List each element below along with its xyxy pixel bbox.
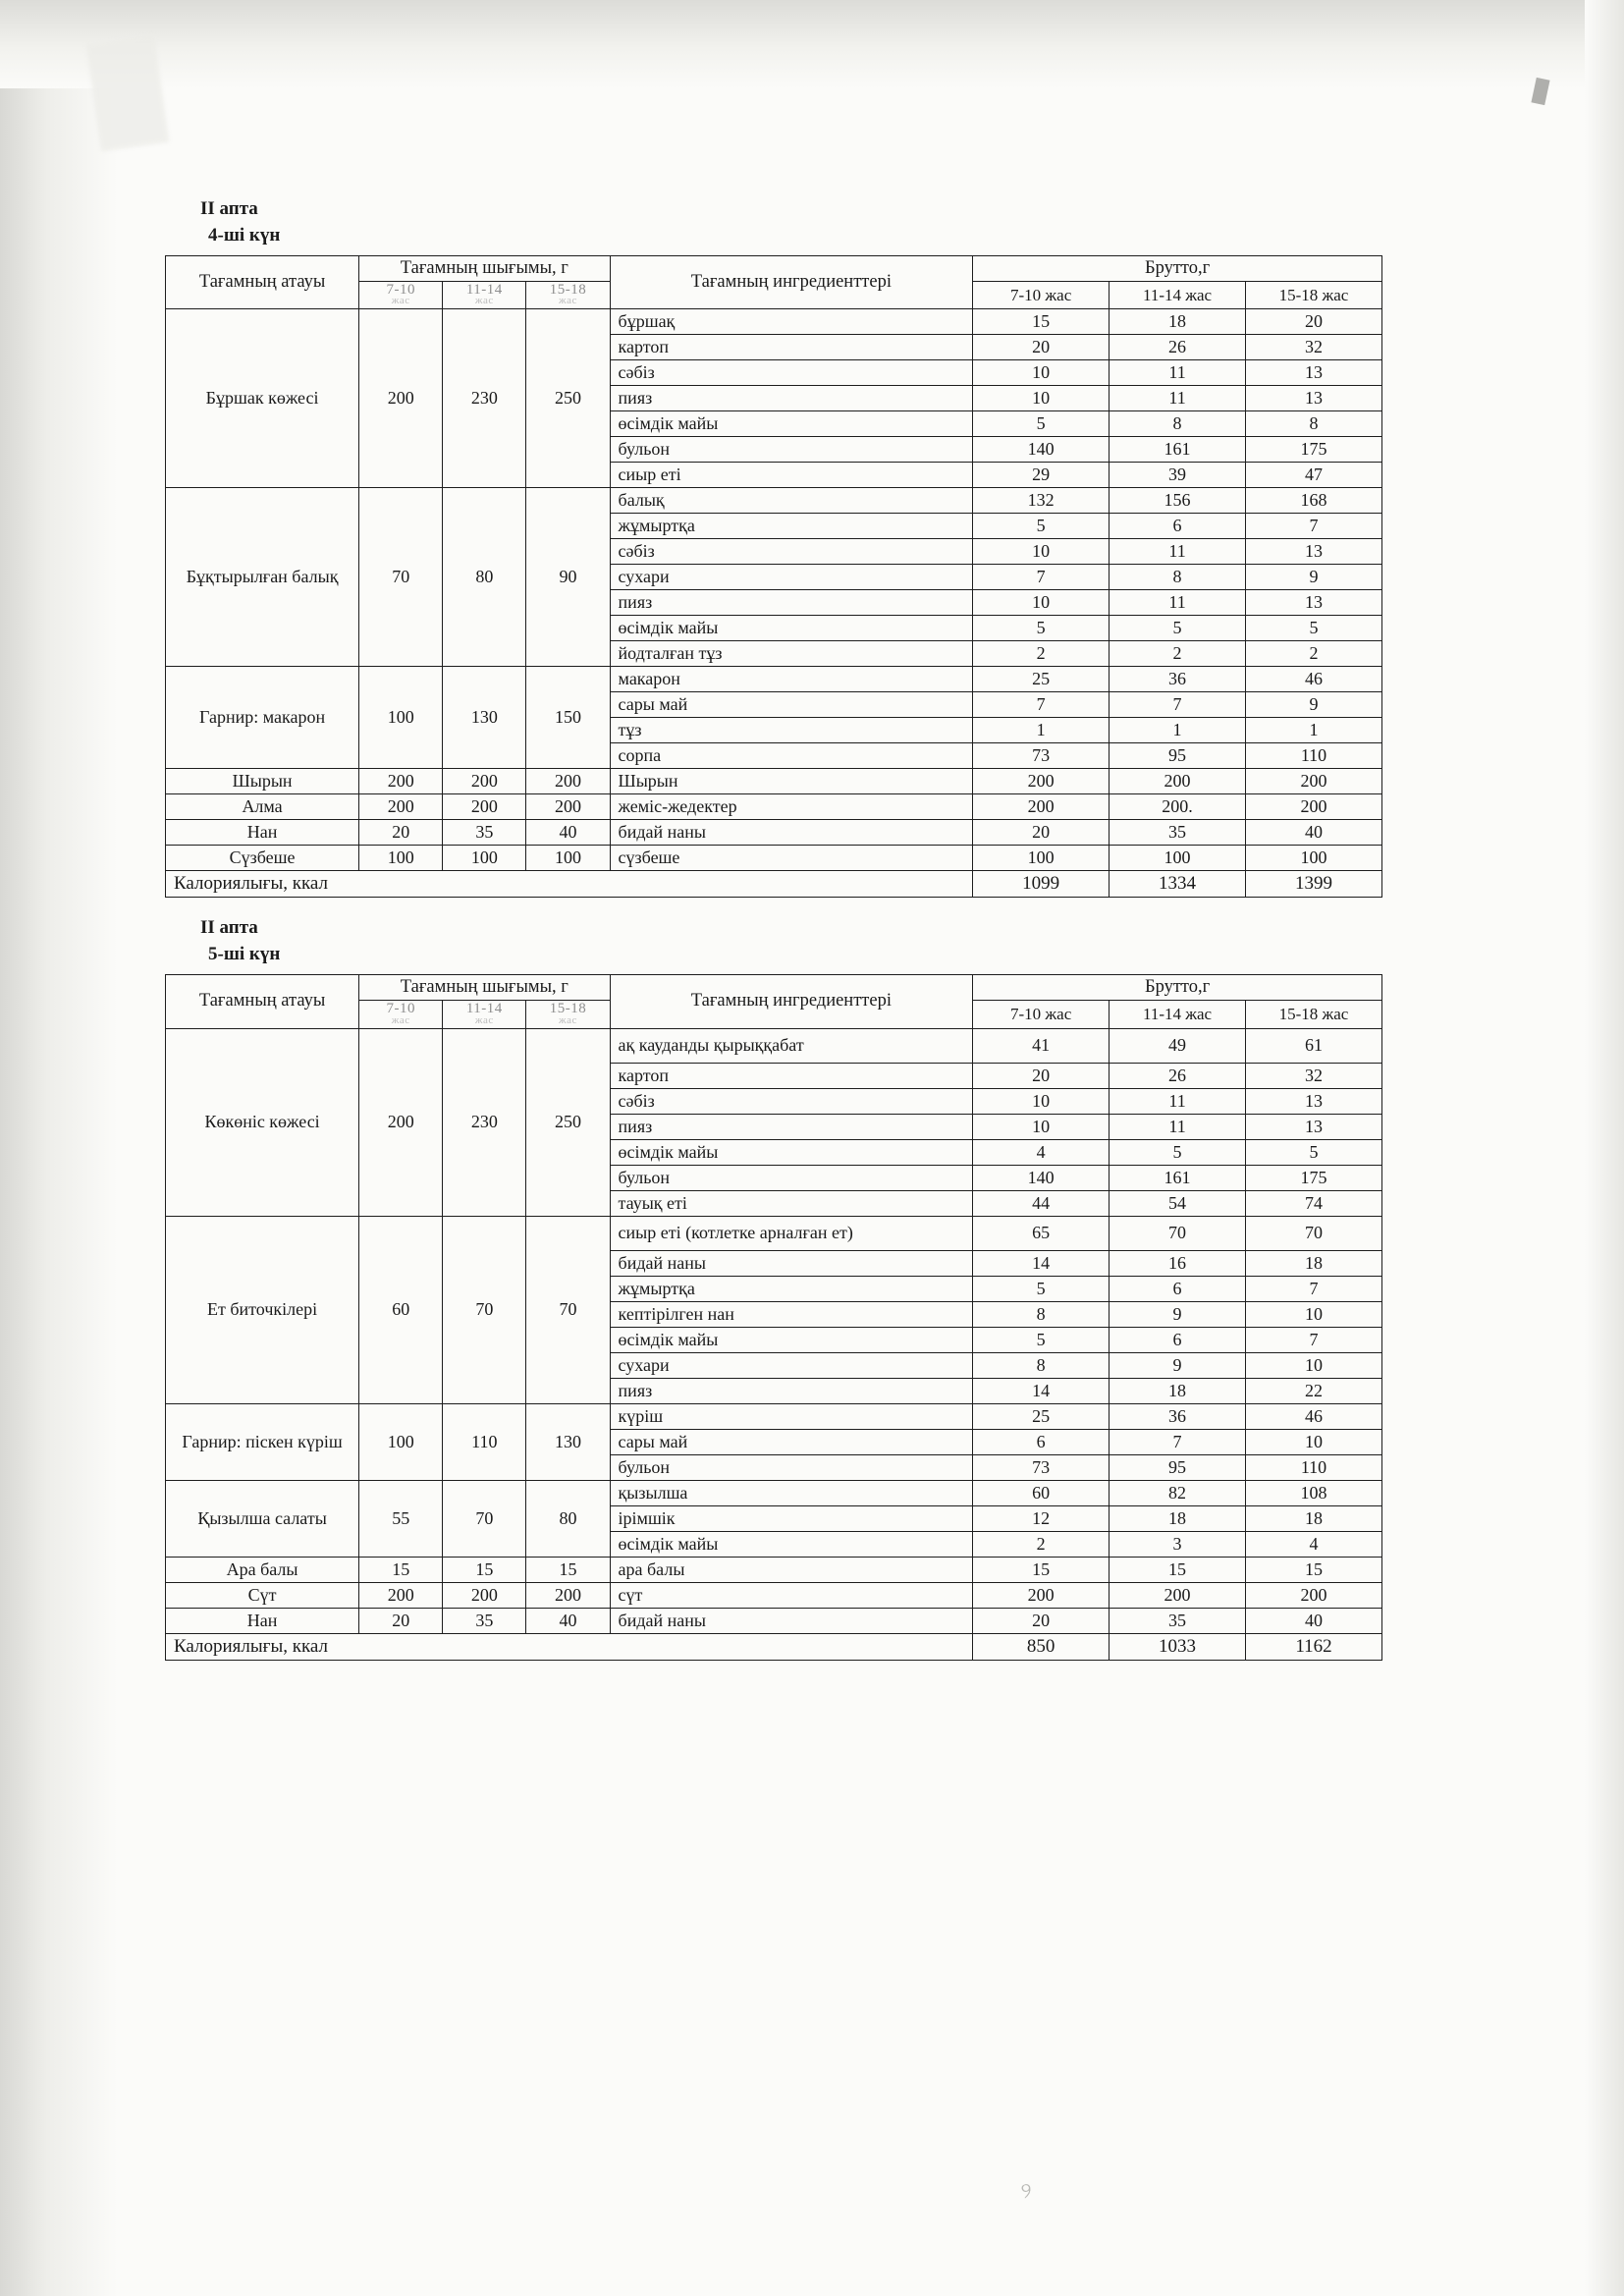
- dish-name: Сүт: [166, 1582, 359, 1608]
- dish-output-1: 100: [359, 667, 443, 769]
- ingredient-brutto-2: 5: [1110, 1139, 1246, 1165]
- ingredient-name: ірімшік: [610, 1505, 973, 1531]
- ingredient-brutto-2: 11: [1110, 386, 1246, 411]
- ingredient-brutto-1: 100: [973, 846, 1110, 871]
- table-row: [166, 820, 1382, 846]
- ingredient-brutto-2: 49: [1110, 1028, 1246, 1063]
- ingredient-name: пияз: [610, 1114, 973, 1139]
- ingredient-brutto-1: 5: [973, 411, 1110, 437]
- dish-output-2: 35: [443, 820, 526, 846]
- ingredient-brutto-2: 82: [1110, 1480, 1246, 1505]
- total-value-1: 850: [973, 1633, 1110, 1660]
- ingredient-name: бидай наны: [610, 820, 973, 846]
- ingredient-brutto-3: 4: [1245, 1531, 1381, 1557]
- dish-output-2: 15: [443, 1557, 526, 1582]
- ingredient-brutto-3: 61: [1245, 1028, 1381, 1063]
- ingredient-brutto-3: 200: [1245, 794, 1381, 820]
- table-row: [166, 769, 1382, 794]
- ingredient-brutto-2: 16: [1110, 1250, 1246, 1276]
- ingredient-brutto-2: 161: [1110, 1165, 1246, 1190]
- ingredient-name: пияз: [610, 590, 973, 616]
- day-label: 4-ші күн: [208, 224, 281, 246]
- dish-output-2: 110: [443, 1403, 526, 1480]
- scan-top-shadow: [0, 0, 1624, 88]
- ingredient-brutto-1: 73: [973, 743, 1110, 769]
- document-content: [165, 196, 1382, 1678]
- ingredient-name: бульон: [610, 437, 973, 463]
- ingredient-name: өсімдік майы: [610, 411, 973, 437]
- ingredient-brutto-2: 1: [1110, 718, 1246, 743]
- ingredient-brutto-3: 10: [1245, 1301, 1381, 1327]
- ingredient-name: өсімдік майы: [610, 1531, 973, 1557]
- ingredient-brutto-2: 70: [1110, 1216, 1246, 1250]
- dish-output-2: 80: [443, 488, 526, 667]
- ingredient-name: бидай наны: [610, 1250, 973, 1276]
- ingredient-brutto-1: 12: [973, 1505, 1110, 1531]
- ingredient-brutto-2: 161: [1110, 437, 1246, 463]
- header-dish-name: Тағамның атауы: [166, 975, 359, 1028]
- header-output-age-1: 7-10 жас: [359, 1001, 443, 1028]
- total-value-3: 1399: [1245, 871, 1381, 898]
- header-brutto-age-3: 15-18 жас: [1245, 1001, 1381, 1028]
- ingredient-brutto-1: 20: [973, 820, 1110, 846]
- menu-table: [165, 255, 1382, 898]
- ingredient-brutto-1: 10: [973, 1114, 1110, 1139]
- ingredient-name: пияз: [610, 386, 973, 411]
- ingredient-brutto-1: 41: [973, 1028, 1110, 1063]
- total-value-2: 1033: [1110, 1633, 1246, 1660]
- total-row: [166, 871, 1382, 898]
- header-dish-name: Тағамның атауы: [166, 255, 359, 308]
- ingredient-name: тұз: [610, 718, 973, 743]
- ingredient-name: картоп: [610, 335, 973, 360]
- scan-left-shadow: [0, 0, 118, 2296]
- ingredient-brutto-2: 6: [1110, 514, 1246, 539]
- dish-name: Көкөніс көжесі: [166, 1028, 359, 1216]
- dish-output-3: 80: [526, 1480, 610, 1557]
- ingredient-brutto-3: 7: [1245, 514, 1381, 539]
- ingredient-brutto-3: 13: [1245, 360, 1381, 386]
- total-label: Калориялығы, ккал: [166, 871, 973, 898]
- dish-output-1: 200: [359, 794, 443, 820]
- ingredient-brutto-1: 10: [973, 1088, 1110, 1114]
- ingredient-brutto-1: 60: [973, 1480, 1110, 1505]
- ingredient-brutto-1: 20: [973, 1608, 1110, 1633]
- ingredient-brutto-3: 168: [1245, 488, 1381, 514]
- scan-right-shadow: [1585, 0, 1624, 2296]
- dish-output-2: 230: [443, 309, 526, 488]
- day-label: 5-ші күн: [208, 944, 281, 965]
- header-ingredients: Тағамның ингредиенттері: [610, 975, 973, 1028]
- ingredient-brutto-3: 22: [1245, 1378, 1381, 1403]
- ingredient-brutto-3: 200: [1245, 769, 1381, 794]
- header-output-age-3: 15-18 жас: [526, 1001, 610, 1028]
- table-row: [166, 1557, 1382, 1582]
- ingredient-brutto-2: 11: [1110, 1114, 1246, 1139]
- ingredient-brutto-1: 8: [973, 1301, 1110, 1327]
- ingredient-name: қызылша: [610, 1480, 973, 1505]
- table-row: [166, 1403, 1382, 1429]
- ingredient-brutto-3: 13: [1245, 1088, 1381, 1114]
- menu-section-1: [165, 196, 1382, 898]
- dish-name: Алма: [166, 794, 359, 820]
- ingredient-name: жеміс-жедектер: [610, 794, 973, 820]
- ingredient-name: сиыр еті (котлетке арналған ет): [610, 1216, 973, 1250]
- header-brutto-age-3: 15-18 жас: [1245, 281, 1381, 308]
- ingredient-brutto-2: 200: [1110, 769, 1246, 794]
- ingredient-brutto-3: 15: [1245, 1557, 1381, 1582]
- ingredient-name: өсімдік майы: [610, 1139, 973, 1165]
- ingredient-brutto-3: 47: [1245, 463, 1381, 488]
- table-row: [166, 667, 1382, 692]
- dish-name: Ет биточкілері: [166, 1216, 359, 1403]
- ingredient-brutto-3: 9: [1245, 565, 1381, 590]
- ingredient-brutto-3: 40: [1245, 1608, 1381, 1633]
- dish-output-1: 200: [359, 1582, 443, 1608]
- ingredient-name: ақ кауданды қырыққабат: [610, 1028, 973, 1063]
- ingredient-brutto-1: 20: [973, 1063, 1110, 1088]
- ingredient-brutto-3: 18: [1245, 1250, 1381, 1276]
- header-brutto: Брутто,г: [973, 975, 1382, 1001]
- ingredient-brutto-3: 1: [1245, 718, 1381, 743]
- ingredient-brutto-3: 13: [1245, 590, 1381, 616]
- header-output-age-1: 7-10 жас: [359, 281, 443, 308]
- ingredient-brutto-2: 15: [1110, 1557, 1246, 1582]
- ingredient-brutto-1: 8: [973, 1352, 1110, 1378]
- ingredient-name: өсімдік майы: [610, 1327, 973, 1352]
- dish-output-3: 200: [526, 1582, 610, 1608]
- ingredient-brutto-2: 36: [1110, 1403, 1246, 1429]
- dish-output-2: 100: [443, 846, 526, 871]
- table-row: [166, 1608, 1382, 1633]
- ingredient-brutto-3: 32: [1245, 1063, 1381, 1088]
- ingredient-brutto-2: 200.: [1110, 794, 1246, 820]
- ingredient-brutto-3: 7: [1245, 1327, 1381, 1352]
- header-output-age-2: 11-14 жас: [443, 281, 526, 308]
- dish-output-1: 200: [359, 769, 443, 794]
- table-row: [166, 1480, 1382, 1505]
- ingredient-name: картоп: [610, 1063, 973, 1088]
- dish-output-3: 100: [526, 846, 610, 871]
- ingredient-brutto-2: 54: [1110, 1190, 1246, 1216]
- dish-output-3: 15: [526, 1557, 610, 1582]
- ingredient-brutto-2: 6: [1110, 1327, 1246, 1352]
- dish-name: Сүзбеше: [166, 846, 359, 871]
- ingredient-brutto-2: 95: [1110, 1454, 1246, 1480]
- ingredient-brutto-2: 7: [1110, 1429, 1246, 1454]
- ingredient-brutto-3: 13: [1245, 539, 1381, 565]
- header-brutto-age-1: 7-10 жас: [973, 1001, 1110, 1028]
- ingredient-brutto-3: 10: [1245, 1352, 1381, 1378]
- ingredient-brutto-1: 20: [973, 335, 1110, 360]
- ingredient-brutto-1: 10: [973, 539, 1110, 565]
- dish-output-2: 200: [443, 1582, 526, 1608]
- header-output-age-3: 15-18 жас: [526, 281, 610, 308]
- dish-output-2: 35: [443, 1608, 526, 1633]
- ingredient-name: сары май: [610, 692, 973, 718]
- ingredient-brutto-3: 5: [1245, 616, 1381, 641]
- table-row: [166, 1028, 1382, 1063]
- ingredient-brutto-3: 46: [1245, 667, 1381, 692]
- table-row: [166, 846, 1382, 871]
- ingredient-brutto-2: 2: [1110, 641, 1246, 667]
- ingredient-brutto-1: 132: [973, 488, 1110, 514]
- ingredient-brutto-2: 11: [1110, 360, 1246, 386]
- table-row: [166, 488, 1382, 514]
- ingredient-brutto-3: 40: [1245, 820, 1381, 846]
- ingredient-brutto-3: 74: [1245, 1190, 1381, 1216]
- header-output: Тағамның шығымы, г: [359, 975, 610, 1001]
- ingredient-brutto-2: 200: [1110, 1582, 1246, 1608]
- ingredient-brutto-2: 39: [1110, 463, 1246, 488]
- ingredient-brutto-1: 200: [973, 1582, 1110, 1608]
- ingredient-brutto-2: 156: [1110, 488, 1246, 514]
- section-caption: [200, 196, 1382, 249]
- ingredient-brutto-2: 36: [1110, 667, 1246, 692]
- ingredient-name: сиыр еті: [610, 463, 973, 488]
- header-brutto-age-2: 11-14 жас: [1110, 281, 1246, 308]
- ingredient-name: сүзбеше: [610, 846, 973, 871]
- ingredient-name: сары май: [610, 1429, 973, 1454]
- ingredient-brutto-1: 10: [973, 360, 1110, 386]
- ingredient-name: сорпа: [610, 743, 973, 769]
- ingredient-brutto-2: 11: [1110, 590, 1246, 616]
- dish-output-2: 230: [443, 1028, 526, 1216]
- dish-output-3: 40: [526, 820, 610, 846]
- ingredient-brutto-3: 20: [1245, 309, 1381, 335]
- dish-name: Гарнир: піскен күріш: [166, 1403, 359, 1480]
- header-brutto-age-2: 11-14 жас: [1110, 1001, 1246, 1028]
- ingredient-brutto-1: 29: [973, 463, 1110, 488]
- ingredient-brutto-2: 9: [1110, 1352, 1246, 1378]
- ingredient-brutto-1: 5: [973, 1276, 1110, 1301]
- table-header-row-1: [166, 975, 1382, 1001]
- dish-output-2: 130: [443, 667, 526, 769]
- ingredient-brutto-1: 14: [973, 1250, 1110, 1276]
- ingredient-name: сәбіз: [610, 539, 973, 565]
- menu-table: [165, 974, 1382, 1660]
- ingredient-brutto-2: 11: [1110, 1088, 1246, 1114]
- ingredient-name: күріш: [610, 1403, 973, 1429]
- section-caption: [200, 915, 1382, 968]
- total-label: Калориялығы, ккал: [166, 1633, 973, 1660]
- ingredient-brutto-3: 8: [1245, 411, 1381, 437]
- dish-output-1: 15: [359, 1557, 443, 1582]
- ingredient-name: сухари: [610, 1352, 973, 1378]
- ingredient-brutto-3: 10: [1245, 1429, 1381, 1454]
- ingredient-brutto-1: 5: [973, 616, 1110, 641]
- ingredient-brutto-1: 25: [973, 1403, 1110, 1429]
- dish-output-3: 90: [526, 488, 610, 667]
- ingredient-brutto-2: 35: [1110, 1608, 1246, 1633]
- ingredient-brutto-1: 2: [973, 1531, 1110, 1557]
- ingredient-brutto-2: 9: [1110, 1301, 1246, 1327]
- ingredient-brutto-3: 110: [1245, 1454, 1381, 1480]
- ingredient-brutto-3: 13: [1245, 1114, 1381, 1139]
- dish-output-2: 70: [443, 1480, 526, 1557]
- ingredient-brutto-3: 7: [1245, 1276, 1381, 1301]
- ingredient-brutto-3: 200: [1245, 1582, 1381, 1608]
- ingredient-brutto-1: 140: [973, 437, 1110, 463]
- ingredient-brutto-3: 13: [1245, 386, 1381, 411]
- ingredient-brutto-1: 44: [973, 1190, 1110, 1216]
- ingredient-name: жұмыртқа: [610, 514, 973, 539]
- dish-output-3: 200: [526, 769, 610, 794]
- ingredient-brutto-3: 18: [1245, 1505, 1381, 1531]
- ingredient-name: сәбіз: [610, 1088, 973, 1114]
- ingredient-name: макарон: [610, 667, 973, 692]
- ingredient-brutto-3: 110: [1245, 743, 1381, 769]
- ingredient-brutto-3: 5: [1245, 1139, 1381, 1165]
- ingredient-brutto-1: 200: [973, 794, 1110, 820]
- ingredient-name: бульон: [610, 1165, 973, 1190]
- header-ingredients: Тағамның ингредиенттері: [610, 255, 973, 308]
- dish-name: Нан: [166, 820, 359, 846]
- ingredient-brutto-2: 18: [1110, 309, 1246, 335]
- ingredient-name: тауық еті: [610, 1190, 973, 1216]
- ingredient-brutto-1: 5: [973, 514, 1110, 539]
- ingredient-brutto-2: 3: [1110, 1531, 1246, 1557]
- dish-output-2: 200: [443, 769, 526, 794]
- ingredient-brutto-1: 6: [973, 1429, 1110, 1454]
- week-label: II апта: [200, 198, 258, 219]
- dish-output-1: 70: [359, 488, 443, 667]
- ingredient-brutto-3: 108: [1245, 1480, 1381, 1505]
- ingredient-name: жұмыртқа: [610, 1276, 973, 1301]
- ingredient-brutto-1: 7: [973, 565, 1110, 590]
- ingredient-brutto-1: 1: [973, 718, 1110, 743]
- ingredient-brutto-1: 10: [973, 386, 1110, 411]
- ingredient-brutto-3: 175: [1245, 1165, 1381, 1190]
- dish-name: Ара балы: [166, 1557, 359, 1582]
- ingredient-brutto-2: 18: [1110, 1505, 1246, 1531]
- ingredient-brutto-2: 8: [1110, 565, 1246, 590]
- table-header-row-1: [166, 255, 1382, 281]
- ingredient-brutto-2: 5: [1110, 616, 1246, 641]
- ingredient-brutto-1: 200: [973, 769, 1110, 794]
- header-output-age-2: 11-14 жас: [443, 1001, 526, 1028]
- ingredient-brutto-2: 11: [1110, 539, 1246, 565]
- table-row: [166, 794, 1382, 820]
- ingredient-brutto-3: 46: [1245, 1403, 1381, 1429]
- week-label: II апта: [200, 917, 258, 939]
- dish-name: Бұршак көжесі: [166, 309, 359, 488]
- ingredient-brutto-2: 6: [1110, 1276, 1246, 1301]
- ingredient-brutto-1: 4: [973, 1139, 1110, 1165]
- ingredient-brutto-1: 14: [973, 1378, 1110, 1403]
- ingredient-brutto-1: 25: [973, 667, 1110, 692]
- ingredient-brutto-1: 15: [973, 309, 1110, 335]
- dish-output-2: 70: [443, 1216, 526, 1403]
- ingredient-brutto-2: 35: [1110, 820, 1246, 846]
- table-row: [166, 309, 1382, 335]
- ingredient-name: ара балы: [610, 1557, 973, 1582]
- ingredient-name: сәбіз: [610, 360, 973, 386]
- header-brutto-age-1: 7-10 жас: [973, 281, 1110, 308]
- ingredient-brutto-1: 5: [973, 1327, 1110, 1352]
- ingredient-name: бульон: [610, 1454, 973, 1480]
- dish-output-1: 60: [359, 1216, 443, 1403]
- dish-output-1: 200: [359, 1028, 443, 1216]
- ingredient-brutto-3: 70: [1245, 1216, 1381, 1250]
- ingredient-brutto-2: 7: [1110, 692, 1246, 718]
- ingredient-name: сухари: [610, 565, 973, 590]
- ingredient-name: бидай наны: [610, 1608, 973, 1633]
- total-value-1: 1099: [973, 871, 1110, 898]
- ingredient-name: сүт: [610, 1582, 973, 1608]
- dish-name: Қызылша салаты: [166, 1480, 359, 1557]
- total-value-2: 1334: [1110, 871, 1246, 898]
- menu-section-2: [165, 915, 1382, 1660]
- dish-name: Гарнир: макарон: [166, 667, 359, 769]
- ingredient-brutto-2: 100: [1110, 846, 1246, 871]
- dish-output-3: 200: [526, 794, 610, 820]
- table-row: [166, 1216, 1382, 1250]
- ingredient-brutto-1: 2: [973, 641, 1110, 667]
- pencil-mark: ୨: [1018, 2177, 1034, 2204]
- dish-output-3: 250: [526, 309, 610, 488]
- total-value-3: 1162: [1245, 1633, 1381, 1660]
- ingredient-brutto-3: 32: [1245, 335, 1381, 360]
- dish-output-3: 130: [526, 1403, 610, 1480]
- header-output: Тағамның шығымы, г: [359, 255, 610, 281]
- dish-output-3: 70: [526, 1216, 610, 1403]
- ingredient-brutto-1: 7: [973, 692, 1110, 718]
- ingredient-name: өсімдік майы: [610, 616, 973, 641]
- dish-output-1: 100: [359, 1403, 443, 1480]
- dish-name: Нан: [166, 1608, 359, 1633]
- ingredient-brutto-3: 2: [1245, 641, 1381, 667]
- dish-output-1: 100: [359, 846, 443, 871]
- ingredient-name: кептірілген нан: [610, 1301, 973, 1327]
- dish-output-1: 20: [359, 820, 443, 846]
- dish-output-1: 200: [359, 309, 443, 488]
- ingredient-brutto-2: 8: [1110, 411, 1246, 437]
- ingredient-brutto-2: 18: [1110, 1378, 1246, 1403]
- ingredient-name: Шырын: [610, 769, 973, 794]
- ingredient-brutto-2: 26: [1110, 335, 1246, 360]
- ingredient-name: бұршақ: [610, 309, 973, 335]
- dish-output-2: 200: [443, 794, 526, 820]
- ingredient-brutto-1: 15: [973, 1557, 1110, 1582]
- dish-name: Шырын: [166, 769, 359, 794]
- dish-output-1: 20: [359, 1608, 443, 1633]
- total-row: [166, 1633, 1382, 1660]
- ingredient-brutto-2: 95: [1110, 743, 1246, 769]
- ingredient-brutto-2: 26: [1110, 1063, 1246, 1088]
- scan-corner-fold: [86, 35, 170, 152]
- dish-output-3: 150: [526, 667, 610, 769]
- dish-output-3: 40: [526, 1608, 610, 1633]
- ingredient-name: балық: [610, 488, 973, 514]
- ingredient-brutto-3: 100: [1245, 846, 1381, 871]
- ingredient-brutto-3: 175: [1245, 437, 1381, 463]
- dish-name: Бұқтырылған балық: [166, 488, 359, 667]
- ingredient-name: йодталған тұз: [610, 641, 973, 667]
- ingredient-brutto-1: 140: [973, 1165, 1110, 1190]
- ingredient-brutto-1: 73: [973, 1454, 1110, 1480]
- ingredient-brutto-1: 65: [973, 1216, 1110, 1250]
- ingredient-brutto-1: 10: [973, 590, 1110, 616]
- dish-output-1: 55: [359, 1480, 443, 1557]
- header-brutto: Брутто,г: [973, 255, 1382, 281]
- table-row: [166, 1582, 1382, 1608]
- dish-output-3: 250: [526, 1028, 610, 1216]
- ingredient-name: пияз: [610, 1378, 973, 1403]
- ingredient-brutto-3: 9: [1245, 692, 1381, 718]
